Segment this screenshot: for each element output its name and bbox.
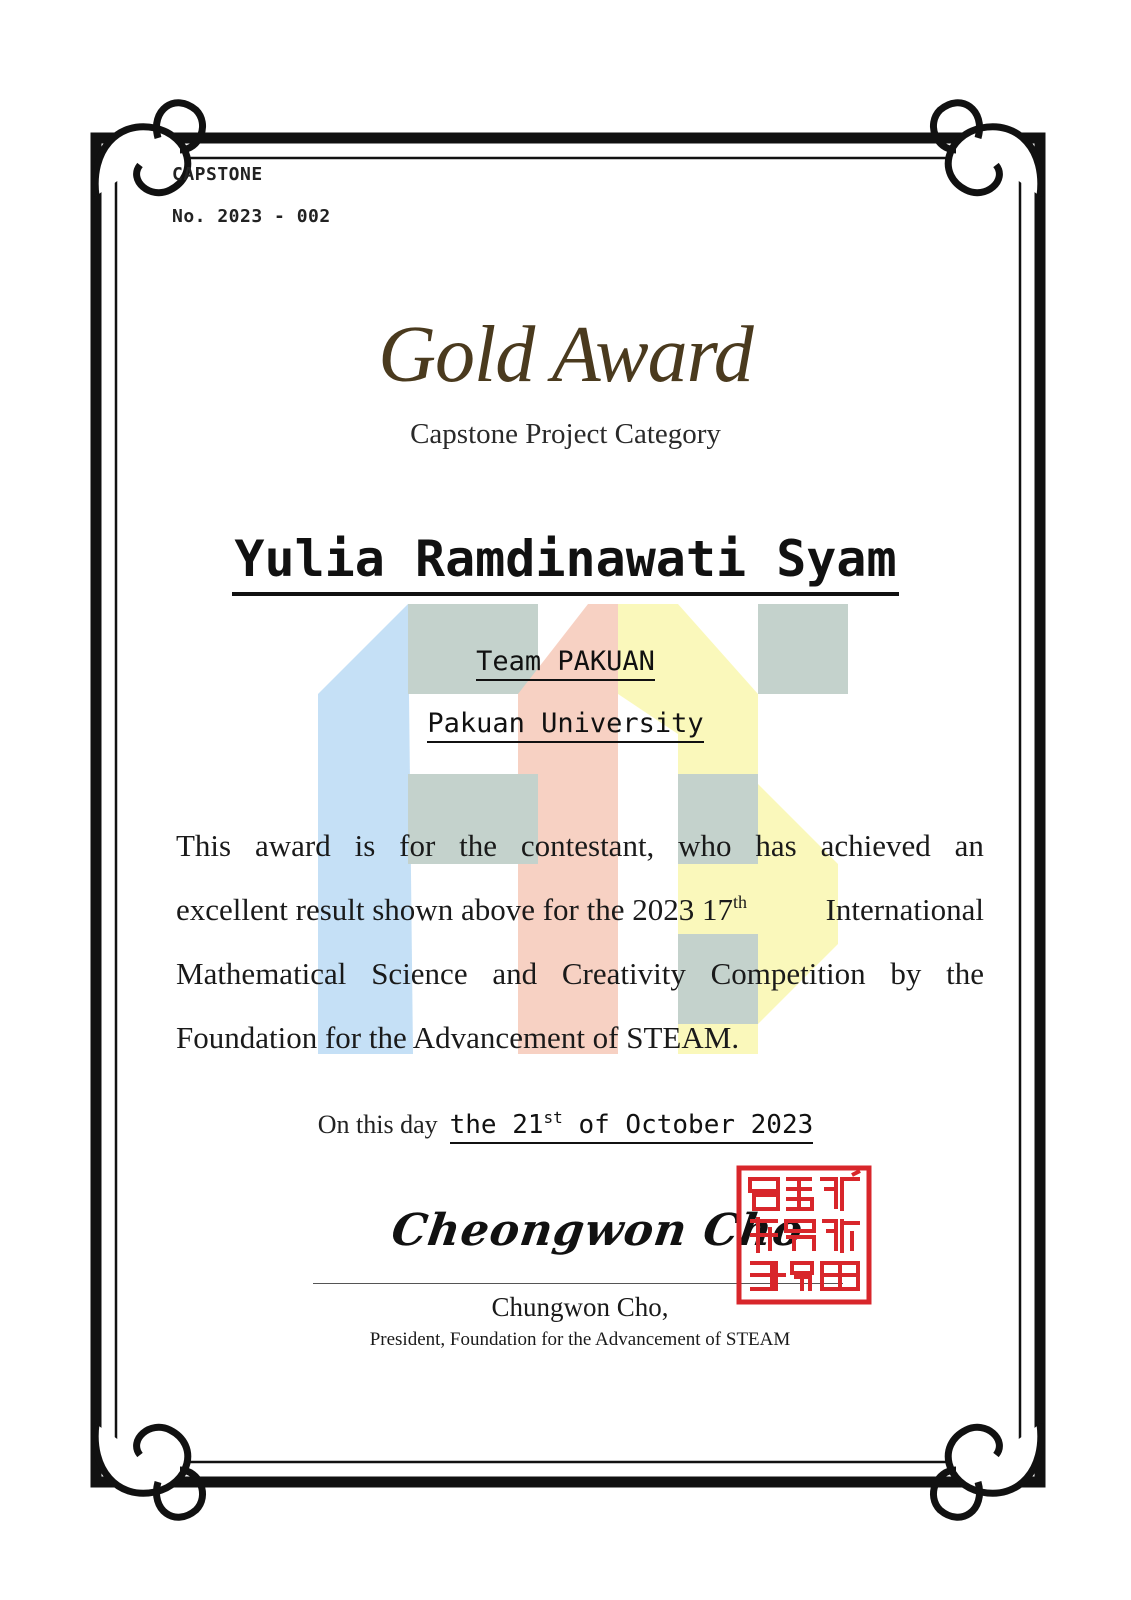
- ordinal-suffix: th: [733, 892, 748, 912]
- statement-line-2: [176, 878, 984, 942]
- statement-word: Science: [371, 956, 468, 991]
- date-day: the 21: [449, 1110, 544, 1140]
- statement-word: Competition: [710, 956, 866, 991]
- statement-word: an: [954, 828, 984, 863]
- category-code: CAPSTONE: [172, 164, 263, 185]
- statement-word: has: [755, 828, 797, 863]
- handwritten-signature: Cheongwon Cho: [388, 1205, 807, 1256]
- award-title: Gold Award: [378, 311, 753, 399]
- corner-ornament-bottom-right: [933, 1424, 1040, 1517]
- statement-word: Creativity: [561, 956, 686, 991]
- red-seal-stamp: [736, 1165, 872, 1305]
- statement-line-4: [176, 1006, 984, 1070]
- statement-text: excellent result shown above for the 2023 17: [176, 892, 733, 927]
- statement-line-3: [176, 942, 984, 1006]
- institution-block: [0, 708, 1131, 739]
- statement-line-1: [176, 814, 984, 878]
- award-subtitle: Capstone Project Category: [410, 418, 721, 450]
- recipient-block: [0, 530, 1131, 588]
- statement-word: the: [459, 828, 498, 863]
- recipient-name: Yulia Ramdinawati Syam: [232, 530, 898, 596]
- statement-word: contestant,: [520, 828, 655, 863]
- statement-text: International: [825, 892, 984, 927]
- statement-segment: [176, 878, 747, 942]
- statement-word: by: [890, 956, 922, 991]
- award-date: [0, 1110, 1131, 1140]
- date-value: [450, 1110, 814, 1144]
- date-month-year: of October 2023: [562, 1110, 814, 1140]
- signer-name: Chungwon Cho,: [491, 1292, 669, 1322]
- institution-name: Pakuan University: [427, 708, 703, 743]
- corner-ornament-top-right: [933, 103, 1040, 196]
- statement-word: the: [946, 956, 984, 991]
- statement-word: award: [254, 828, 331, 863]
- statement-word: is: [354, 828, 376, 863]
- statement-word: This: [176, 828, 232, 863]
- serial-number: No. 2023 - 002: [172, 206, 331, 227]
- corner-ornament-bottom-left: [95, 1424, 202, 1517]
- award-statement: [176, 814, 984, 1070]
- statement-text: Foundation for the Advancement of STEAM.: [176, 1020, 740, 1055]
- statement-word: and: [492, 956, 538, 991]
- team-name: Team PAKUAN: [476, 646, 655, 681]
- statement-word: achieved: [820, 828, 931, 863]
- ordinal-suffix: st: [543, 1108, 563, 1127]
- team-block: [0, 646, 1131, 677]
- signer-title: President, Foundation for the Advancement of STEAM: [369, 1329, 791, 1350]
- statement-word: Mathematical: [176, 956, 347, 991]
- statement-word: who: [678, 828, 732, 863]
- statement-word: for: [399, 828, 436, 863]
- date-lead: On this day: [317, 1110, 438, 1139]
